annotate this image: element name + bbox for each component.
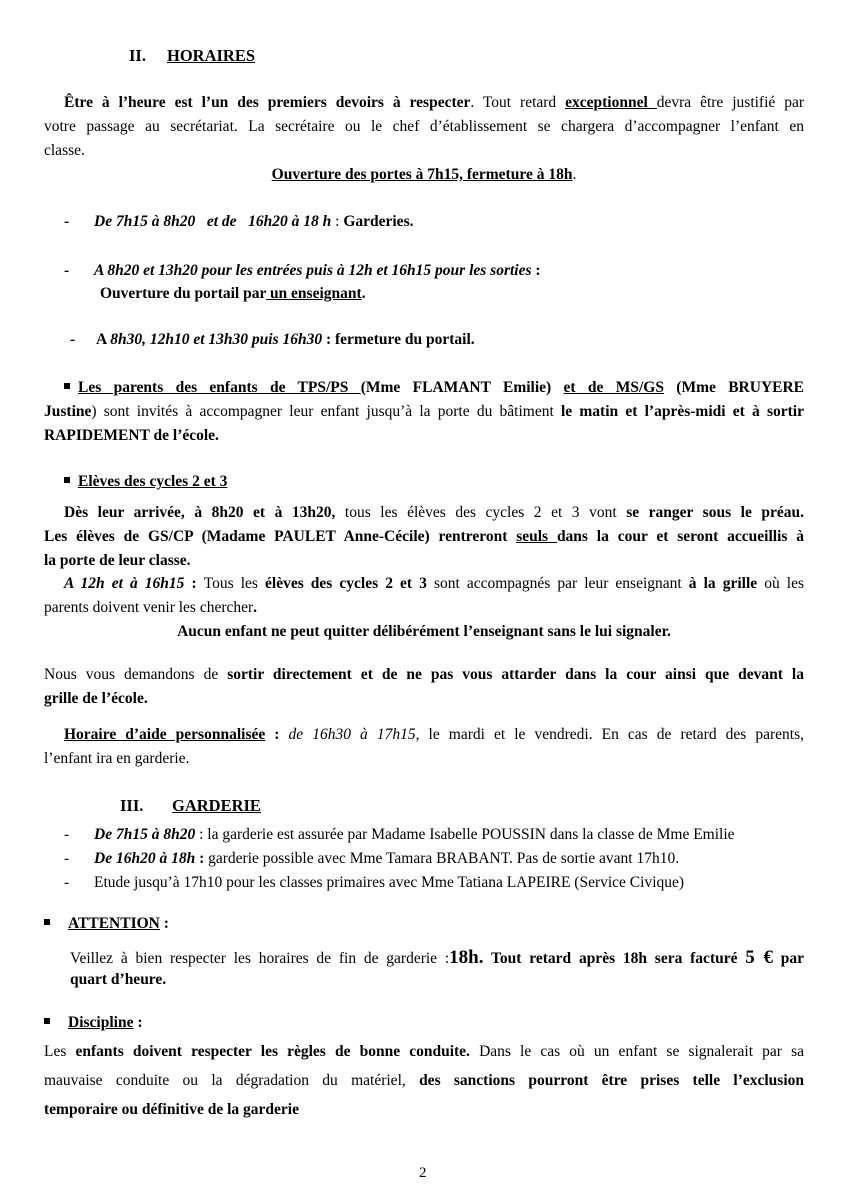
intro-text-2: devra être justifié par bbox=[656, 94, 805, 111]
garderie-text: : la garderie est assurée par Madame Isabelle POUSSIN dans la classe de Mme Emilie bbox=[195, 826, 735, 843]
exit-text-3: où les bbox=[757, 575, 805, 592]
aide-title: Horaire d’aide personnalisée bbox=[64, 726, 266, 743]
opening-hours-text: Ouverture des portes à 7h15, fermeture à 18h bbox=[271, 166, 573, 183]
intro-line-2: votre passage au secrétariat. La secrétaire ou le chef d’établissement se chargera d’accompagner l’enfant en bbox=[44, 118, 804, 135]
dash-marker: - bbox=[64, 874, 70, 891]
cycles-text: tous les élèves des cycles 2 et 3 vont bbox=[335, 504, 627, 521]
discipline-bold: enfants doivent respecter les règles de bonne conduite. bbox=[75, 1043, 470, 1060]
garderie-times: De 16h20 à 18h bbox=[94, 850, 196, 867]
request-text: Nous vous demandons de bbox=[44, 666, 228, 683]
attention-fee: 5 € bbox=[745, 947, 773, 968]
aide-line-1 bbox=[64, 725, 804, 745]
gscp-text: Les élèves de GS/CP (Madame PAULET Anne-Cécile) rentreront bbox=[44, 528, 517, 545]
discipline-line-3 bbox=[44, 1100, 299, 1120]
cycles-line-1 bbox=[64, 503, 804, 523]
parents-underline-1: Les parents des enfants de TPS/PS bbox=[78, 379, 361, 396]
cycles-arrival: Dès leur arrivée, à 8h20 et à 13h20, bbox=[64, 504, 336, 521]
square-bullet-icon bbox=[44, 1018, 50, 1024]
period: . bbox=[253, 599, 258, 616]
garderie-text: garderie possible avec Mme Tamara BRABANT. Pas de sortie avant 17h10. bbox=[204, 850, 680, 867]
square-bullet-icon bbox=[44, 919, 50, 925]
cycles-line-4 bbox=[64, 574, 804, 594]
garderie-item bbox=[64, 849, 679, 869]
section-number: II. bbox=[129, 46, 146, 65]
request-line-2 bbox=[44, 689, 148, 709]
attention-par: par bbox=[772, 950, 804, 967]
gscp-seuls: seuls bbox=[516, 528, 557, 545]
schedule-item-garderies bbox=[64, 212, 413, 232]
schedule-item-portail-line-2 bbox=[100, 284, 366, 304]
opening-hours bbox=[44, 165, 804, 185]
schedule-colon: : bbox=[531, 262, 541, 279]
parents-line-1 bbox=[64, 378, 804, 398]
gscp-end: la porte de leur classe. bbox=[44, 552, 191, 569]
attention-line-1 bbox=[70, 948, 804, 969]
dash-marker: - bbox=[64, 213, 70, 230]
fermeture-a: A bbox=[96, 331, 111, 348]
opening-hours-end: . bbox=[572, 166, 577, 183]
parents-rapidement: RAPIDEMENT de l’école. bbox=[44, 427, 219, 444]
portail-end: . bbox=[361, 285, 366, 302]
cycles-line-5 bbox=[44, 598, 257, 618]
garderie-text: Etude jusqu’à 17h10 pour les classes primaires avec Mme Tatiana LAPEIRE (Service Civique) bbox=[94, 874, 685, 891]
garderie-item bbox=[64, 873, 684, 893]
cycles-line-3 bbox=[44, 551, 191, 571]
exit-grille: à la grille bbox=[688, 575, 758, 592]
parents-line-2 bbox=[44, 402, 804, 422]
square-bullet-icon bbox=[64, 383, 70, 389]
attention-bold: Tout retard après 18h sera facturé bbox=[483, 950, 746, 967]
page-number: 2 bbox=[419, 1165, 427, 1181]
warning-text: Aucun enfant ne peut quitter délibérément l’enseignant sans le lui signaler. bbox=[177, 623, 671, 640]
cycles-subheading bbox=[64, 472, 227, 492]
separator: : bbox=[265, 726, 280, 743]
exit-bold: élèves des cycles 2 et 3 bbox=[265, 575, 427, 592]
parents-bold: le matin et l’après-midi et à sortir bbox=[561, 403, 804, 420]
schedule-item-fermeture bbox=[70, 330, 475, 350]
discipline-heading bbox=[44, 1013, 143, 1033]
separator: : bbox=[184, 575, 204, 592]
parents-teacher-2: (Mme BRUYERE bbox=[663, 379, 805, 396]
attention-end: quart d’heure. bbox=[70, 971, 167, 988]
separator: : bbox=[331, 213, 344, 230]
attention-line-2 bbox=[70, 970, 166, 990]
cycles-title: Elèves des cycles 2 et 3 bbox=[78, 473, 228, 490]
discipline-text-2: Dans le cas où un enfant se signalerait par sa bbox=[469, 1043, 804, 1060]
intro-bold: Être à l’heure est l’un des premiers devoirs à respecter bbox=[64, 94, 471, 111]
gscp-text-2: dans la cour et seront accueillis à bbox=[556, 528, 804, 545]
cycles-warning bbox=[44, 622, 804, 642]
discipline-title: Discipline bbox=[68, 1014, 134, 1031]
portail-text: Ouverture du portail par bbox=[100, 285, 267, 302]
section-title: GARDERIE bbox=[172, 796, 261, 815]
parents-teacher-1: (Mme FLAMANT Emilie) bbox=[360, 379, 564, 396]
schedule-item-portail bbox=[64, 261, 541, 281]
garderie-times: De 7h15 à 8h20 bbox=[94, 826, 196, 843]
parents-name: Justine bbox=[44, 403, 92, 420]
discipline-line-1 bbox=[44, 1042, 804, 1062]
section-title: HORAIRES bbox=[167, 46, 256, 65]
dash-marker: - bbox=[64, 826, 70, 843]
parents-text: ) sont invités à accompagner leur enfant jusqu’à la porte du bâtiment bbox=[91, 403, 561, 420]
exit-times: A 12h et à 16h15 bbox=[64, 575, 185, 592]
aide-line-2: l’enfant ira en garderie. bbox=[44, 750, 190, 767]
exit-text: Tous les bbox=[203, 575, 266, 592]
section-heading-garderie bbox=[120, 796, 261, 816]
schedule-times: 8h30, 12h10 et 13h30 puis 16h30 bbox=[110, 331, 323, 348]
dash-marker: - bbox=[64, 850, 70, 867]
separator: : bbox=[159, 915, 169, 932]
section-number: III. bbox=[120, 796, 144, 815]
cycles-preau: se ranger sous le préau. bbox=[626, 504, 804, 521]
aide-times: de 16h30 à 17h15 bbox=[279, 726, 416, 743]
discipline-line-2 bbox=[44, 1071, 804, 1091]
discipline-end: temporaire ou définitive de la garderie bbox=[44, 1101, 299, 1118]
parents-underline-2: et de MS/GS bbox=[563, 379, 664, 396]
cycles-line-2 bbox=[44, 527, 804, 547]
intro-line-1 bbox=[64, 93, 804, 113]
schedule-times: A 8h20 et 13h20 pour les entrées puis à 12h et 16h15 pour les sorties bbox=[94, 262, 532, 279]
discipline-text-3: mauvaise conduite ou la dégradation du matériel, bbox=[44, 1072, 420, 1089]
discipline-sanctions: des sanctions pourront être prises telle l’exclusion bbox=[419, 1072, 805, 1089]
garderie-item bbox=[64, 825, 735, 845]
intro-line-3: classe. bbox=[44, 142, 85, 159]
request-end: grille de l’école. bbox=[44, 690, 148, 707]
intro-underline: exceptionnel bbox=[565, 94, 657, 111]
attention-time: 18h. bbox=[449, 947, 484, 968]
exit-text-2: sont accompagnés par leur enseignant bbox=[426, 575, 689, 592]
aide-text: , le mardi et le vendredi. En cas de retard des parents, bbox=[415, 726, 804, 743]
intro-text: . Tout retard bbox=[470, 94, 566, 111]
dash-marker: - bbox=[64, 262, 70, 279]
request-line-1 bbox=[44, 665, 804, 685]
separator: : bbox=[133, 1014, 143, 1031]
attention-heading bbox=[44, 914, 169, 934]
attention-text: Veillez à bien respecter les horaires de fin de garderie : bbox=[70, 950, 450, 967]
attention-title: ATTENTION bbox=[68, 915, 160, 932]
request-bold: sortir directement et de ne pas vous attarder dans la cour ainsi que devant la bbox=[227, 666, 804, 683]
discipline-text: Les bbox=[44, 1043, 76, 1060]
section-heading-horaires bbox=[129, 46, 255, 66]
schedule-times: De 7h15 à 8h20 et de 16h20 à 18 h bbox=[94, 213, 332, 230]
schedule-label: : fermeture du portail. bbox=[322, 331, 475, 348]
parents-line-3 bbox=[44, 426, 219, 446]
separator: : bbox=[195, 850, 205, 867]
portail-underline: un enseignant bbox=[266, 285, 362, 302]
parents-chercher: parents doivent venir les chercher bbox=[44, 599, 254, 616]
square-bullet-icon bbox=[64, 477, 70, 483]
dash-marker: - bbox=[70, 331, 76, 348]
schedule-label: Garderies. bbox=[343, 213, 414, 230]
